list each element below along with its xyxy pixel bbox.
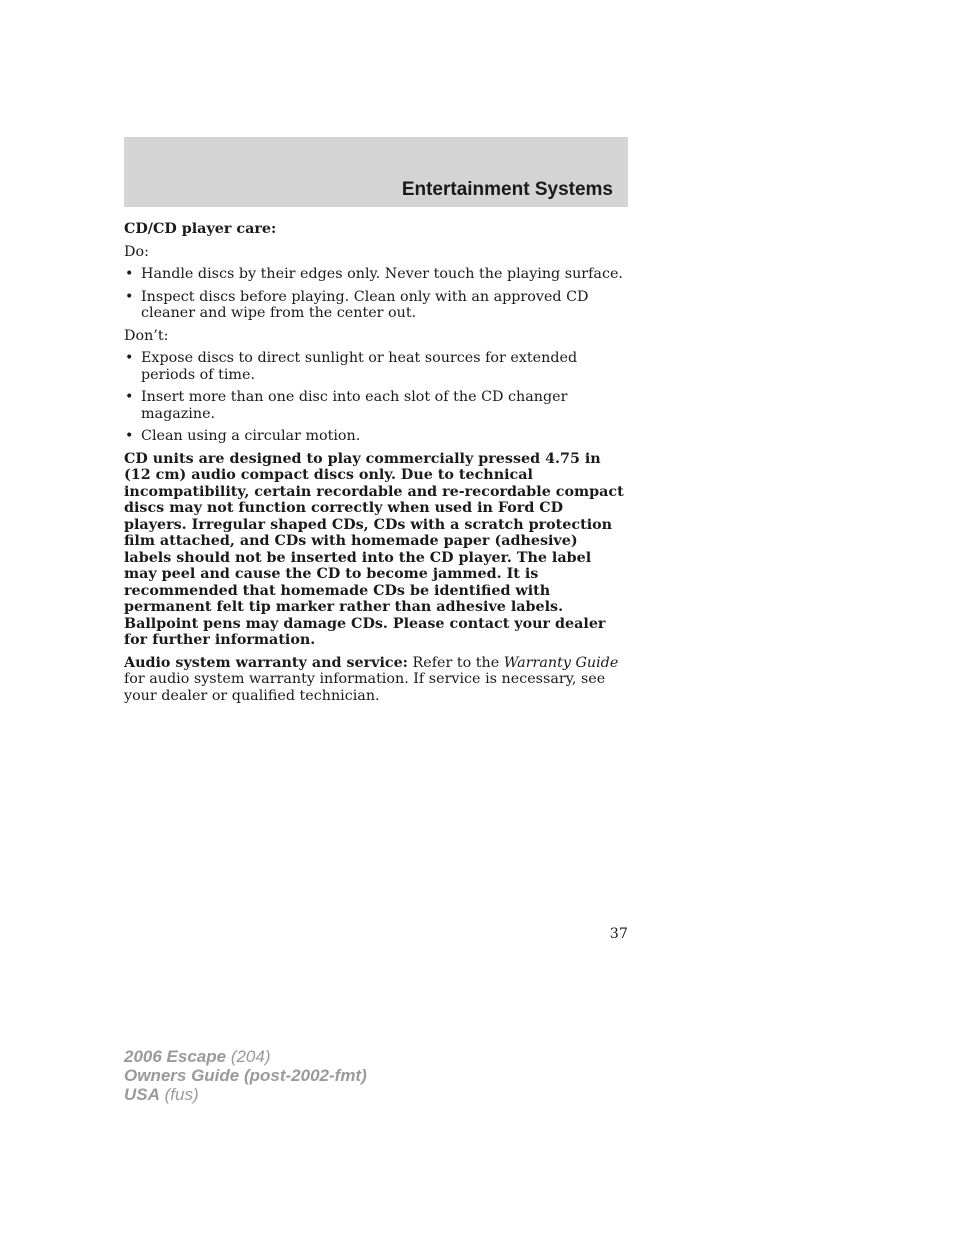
footer-line-market: USA (fus): [124, 1085, 199, 1104]
footer-line-guide: Owners Guide (post-2002-fmt): [124, 1066, 367, 1085]
bullet-icon: •: [125, 350, 134, 366]
list-item: • Clean using a circular motion.: [125, 428, 361, 444]
warranty-label: Audio system warranty and service:: [124, 654, 408, 671]
bullet-icon: •: [125, 428, 134, 444]
bullet-icon: •: [125, 266, 134, 282]
list-item: • Inspect discs before playing. Clean only with an approved CD cleaner and wipe from the center out.: [125, 288, 589, 321]
dont-label: Don’t:: [124, 327, 169, 344]
do-list: [124, 266, 628, 322]
section-title: Entertainment Systems: [401, 179, 613, 200]
document-footer: [124, 1047, 367, 1104]
page-content: [124, 221, 628, 710]
section-header-band: [124, 137, 628, 207]
do-label: Do:: [124, 243, 149, 260]
list-item: • Handle discs by their edges only. Never touch the playing surface.: [125, 266, 623, 282]
cd-compatibility-warning: CD units are designed to play commercially pressed 4.75 in (12 cm) audio compact discs only. Due to technical incompatibility, certain recordable and re-recordable compact discs may not function correctly when used in Ford CD players. Irregular shaped CDs, CDs with a scratch protection film attached, and CDs with homemade paper (adhesive) labels should not be inserted into the CD player. The label may peel and cause the CD to become jammed. It is recommended that homemade CDs be identified with permanent felt tip marker rather than adhesive labels. Ballpoint pens may damage CDs. Please contact your dealer for further information.: [124, 450, 624, 648]
list-item: • Expose discs to direct sunlight or heat sources for extended periods of time.: [125, 350, 578, 383]
page-number: 37: [609, 926, 628, 942]
warranty-guide-title: Warranty Guide: [503, 654, 619, 671]
warranty-paragraph: Audio system warranty and service: Refer to the Warranty Guide for audio system warranty information. If service is necessary, see your dealer or qualified technician.: [124, 654, 619, 704]
dont-list: [124, 350, 628, 445]
list-item: • Insert more than one disc into each slot of the CD changer magazine.: [125, 389, 568, 422]
footer-line-model: 2006 Escape (204): [124, 1047, 271, 1066]
bullet-icon: •: [125, 288, 134, 305]
cd-care-heading: CD/CD player care:: [124, 221, 277, 237]
bullet-icon: •: [125, 389, 134, 405]
